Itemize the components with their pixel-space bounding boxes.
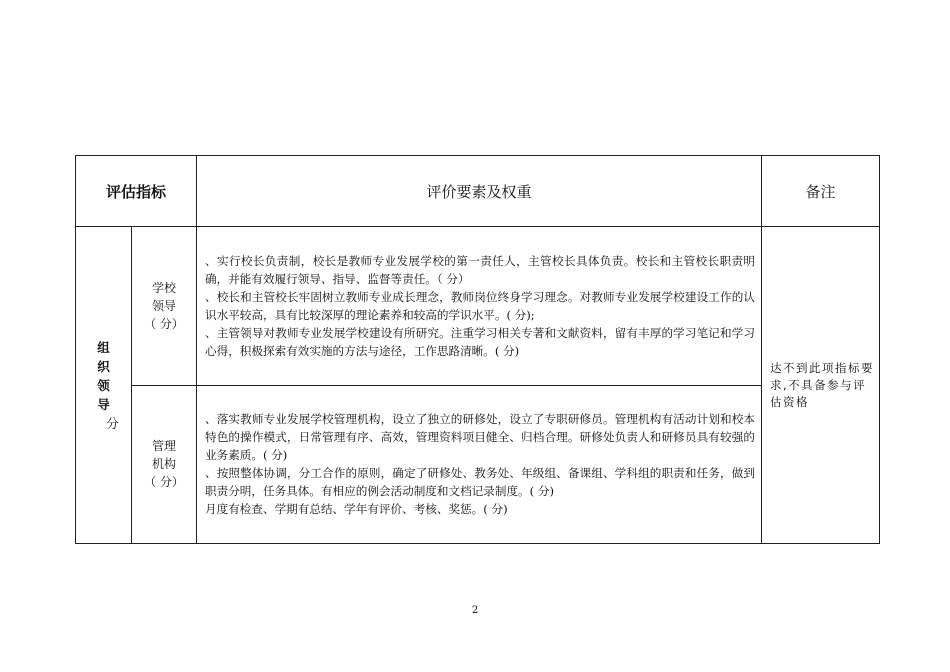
criteria-item: 、实行校长负责制，校长是教师专业发展学校的第一责任人，主管校长具体负责。校长和主管校长职责明确，并能有效履行领导、指导、监督等责任。（ 分）: [205, 253, 756, 286]
sub-indicator-school-leadership: 学校 领导 （ 分）: [132, 227, 197, 386]
criteria-item: 、主管领导对教师专业发展学校建设有所研究。注重学习相关专著和文献资料，留有丰厚的学习笔记和学习心得，积极探索有效实施的方法与途径，工作思路清晰。( 分): [205, 325, 756, 358]
remark-cell: 达不到此项指标要求,不具备参与评估资格: [762, 227, 880, 544]
row-school-leadership: [76, 227, 880, 386]
criteria-item: 、按照整体协调，分工合作的原则，确定了研修处、教务处、年级组、备课组、学科组的职责和任务，做到职责分明，任务具体。有相应的例会活动制度和文档记录制度。( 分): [205, 466, 756, 499]
criteria-item: 、落实教师专业发展学校管理机构，设立了独立的研修处，设立了专职研修员。管理机构有活动计划和校本特色的操作模式，日常管理有序、高效，管理资料项目健全、归档合理。研修处负责人和研修员具有较强的业务素质。( 分): [205, 412, 756, 463]
evaluation-table: [75, 155, 880, 544]
criteria-item: 、校长和主管校长牢固树立教师专业成长理念，教师岗位终身学习理念。对教师专业发展学校建设工作的认识水平较高，具有比较深厚的理论素养和较高的学识水平。( 分);: [205, 289, 756, 322]
page-number: 2: [471, 605, 479, 616]
header-remarks: 备注: [762, 156, 880, 227]
category-organization-leadership: [76, 227, 132, 544]
row-management-agency: [76, 385, 880, 544]
criteria-school-leadership: [197, 227, 762, 386]
sub-indicator-management-agency: 管理 机构 （ 分）: [132, 385, 197, 544]
category-label: 组 织 领 导 分: [76, 338, 131, 433]
header-indicator: 评估指标: [76, 156, 197, 227]
criteria-item: 月度有检查、学期有总结、学年有评价、考核、奖惩。( 分): [205, 502, 508, 517]
header-row: [76, 156, 880, 227]
criteria-management-agency: [197, 385, 762, 544]
header-elements-weight: 评价要素及权重: [197, 156, 762, 227]
category-score: 分: [106, 415, 119, 431]
